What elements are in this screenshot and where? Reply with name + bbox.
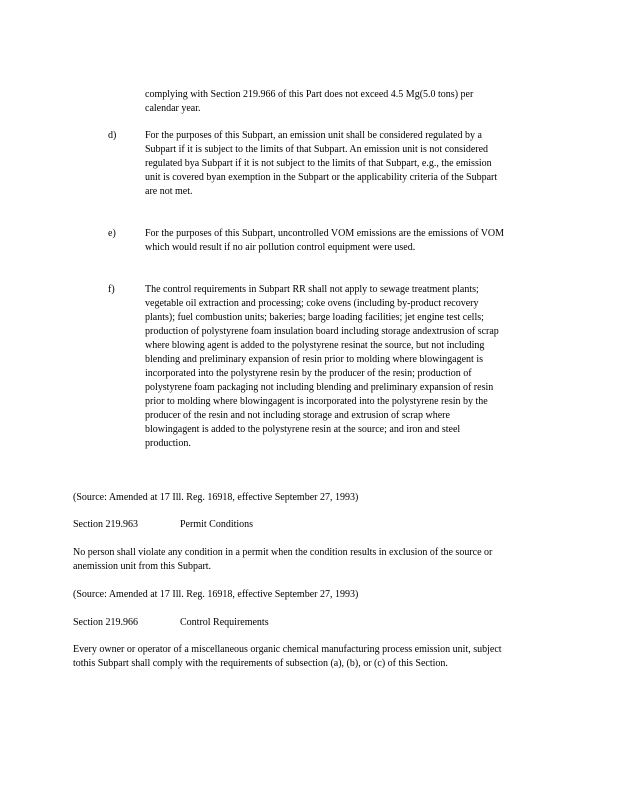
list-item-text: For the purposes of this Subpart, an emission unit shall be considered regulated by a Subpart if it is subject to the limits of that Subpart. An emission unit is not considered regulated bya Subpart if it is not subject to the limits of that Subpart, e.g., the emission unit is covered byan exemption in the Subpart or the applicability criteria of the Subpart are not met.	[145, 130, 498, 197]
list-item-letter: e)	[108, 228, 116, 239]
list-item-text: The control requirements in Subpart RR shall not apply to sewage treatment plants; vegetable oil extraction and processing; coke ovens (including by-product recovery plants); fuel combustion units; bakeries; barge loading facilities; jet engine test cells; production of polystyrene foam insulation board including storage andextrusion of scrap where blowing agent is added to the polystyrene resinat the source, but not including blending and preliminary expansion of resin prior to molding where blowingagent is incorporated into the polystyrene resin by the producer of the resin; production of polystyrene foam packaging not including blending and preliminary expansion of resin prior to molding where blowingagent is incorporated into the polystyrene resin by the producer of the resin and not including storage and extrusion of scrap where blowingagent is added to the polystyrene resin at the source; and iron and steel production.	[145, 284, 499, 449]
section-number: Section 219.963	[73, 519, 138, 530]
list-item-letter: d)	[108, 130, 117, 141]
list-item-text: For the purposes of this Subpart, uncontrolled VOM emissions are the emissions of VOM which would result if no air pollution control equipment were used.	[145, 228, 505, 253]
section-title: Permit Conditions	[180, 519, 254, 530]
section-heading	[73, 616, 503, 630]
list-item-letter: f)	[108, 284, 115, 295]
section-body: No person shall violate any condition in a permit when the condition results in exclusion of the source or anemission unit from this Subpart.	[73, 547, 493, 572]
source-note: (Source: Amended at 17 Ill. Reg. 16918, effective September 27, 1993)	[73, 589, 359, 600]
section-heading	[73, 518, 503, 532]
source-note: (Source: Amended at 17 Ill. Reg. 16918, effective September 27, 1993)	[73, 492, 359, 503]
section-number: Section 219.966	[73, 617, 138, 628]
section-body: Every owner or operator of a miscellaneous organic chemical manufacturing process emission unit, subject tothis Subpart shall comply with the requirements of subsection (a), (b), or (c) of this Section.	[73, 644, 502, 669]
continued-paragraph: complying with Section 219.966 of this Part does not exceed 4.5 Mg(5.0 tons) per calendar year.	[145, 89, 474, 114]
section-title: Control Requirements	[180, 617, 269, 628]
